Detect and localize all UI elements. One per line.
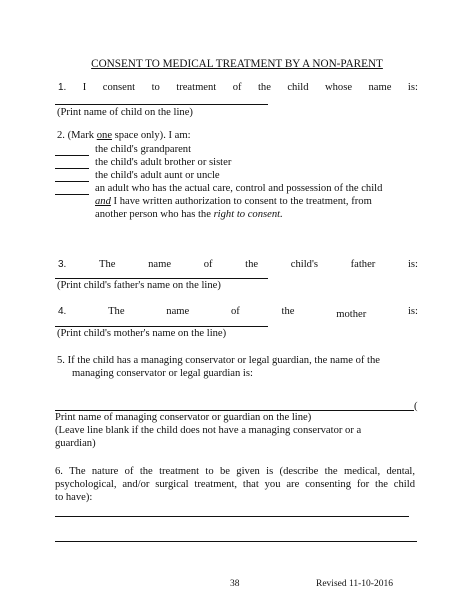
item6-line1: 6. The nature of the treatment to be given is (describe the medical, dental, [55, 466, 415, 477]
page-number: 38 [230, 579, 240, 589]
option-aunt-uncle-blank[interactable] [55, 181, 89, 182]
item3-number: 3. [58, 259, 67, 270]
revision-date: Revised 11-10-2016 [316, 579, 393, 589]
child-name-caption: (Print name of child on the line) [57, 107, 193, 118]
item1-word: consent [102, 82, 136, 93]
treatment-line-2[interactable] [55, 541, 417, 542]
guardian-note-line1: (Leave line blank if the child does not have a managing conservator or a [55, 425, 362, 436]
item1-word: name [368, 82, 392, 93]
item1-statement [58, 82, 418, 93]
option-grandparent-blank[interactable] [55, 155, 89, 156]
item4-number: 4. [58, 306, 67, 317]
item1-word: to [151, 82, 160, 93]
mother-name-line[interactable] [55, 326, 268, 327]
option-aunt-uncle-label: the child's adult aunt or uncle [95, 170, 220, 181]
item5-line2: managing conservator or legal guardian is: [72, 368, 253, 379]
item1-word: I [82, 82, 87, 93]
item4-word: mother [336, 309, 367, 320]
option-caregiver-blank[interactable] [55, 194, 89, 195]
item6-line2: psychological, and/or surgical treatment, that you are consenting for the child [55, 479, 415, 490]
item3-word: name [148, 259, 172, 270]
option-grandparent-label: the child's grandparent [95, 144, 192, 155]
item4-statement [58, 306, 418, 320]
item1-word: is: [407, 82, 418, 93]
item1-number: 1. [58, 82, 67, 93]
guardian-name-line[interactable] [55, 410, 414, 411]
document-title: CONSENT TO MEDICAL TREATMENT BY A NON-PARENT [91, 58, 383, 70]
option-caregiver-label: an adult who has the actual care, control and possession of the child [95, 183, 383, 194]
option-sibling-blank[interactable] [55, 168, 89, 169]
treatment-line-1[interactable] [55, 516, 409, 517]
item1-word: whose [324, 82, 353, 93]
item2-instruction: 2. (Mark one space only). I am: [57, 130, 191, 141]
option-caregiver-line2: and I have written authorization to consent to the treatment, from [95, 196, 372, 207]
item3-statement [58, 259, 418, 270]
guardian-caption: Print name of managing conservator or guardian on the line) [55, 412, 312, 423]
option-caregiver-line3: another person who has the right to consent. [95, 209, 283, 220]
item4-word: of [230, 306, 240, 317]
item4-word: is: [407, 306, 418, 317]
item5-line1: 5. If the child has a managing conservator or legal guardian, the name of the [57, 355, 380, 366]
item4-word: name [166, 306, 190, 317]
item1-word: treatment [176, 82, 217, 93]
item3-word: of [203, 259, 213, 270]
guardian-note-line2: guardian) [55, 438, 96, 449]
item1-word: the [257, 82, 271, 93]
mother-name-caption: (Print child's mother's name on the line) [57, 328, 227, 339]
item3-word: father [350, 259, 376, 270]
item3-word: the [245, 259, 259, 270]
item3-word: is: [407, 259, 418, 270]
item6-line3: to have): [55, 492, 93, 503]
item1-word: child [287, 82, 309, 93]
item1-word: of [232, 82, 242, 93]
child-name-line[interactable] [55, 104, 268, 105]
father-name-caption: (Print child's father's name on the line) [57, 280, 221, 291]
item3-word: child's [290, 259, 318, 270]
guardian-line-edge: ( [414, 401, 418, 412]
item3-word: The [98, 259, 116, 270]
item4-word: the [281, 306, 295, 317]
option-sibling-label: the child's adult brother or sister [95, 157, 232, 168]
father-name-line[interactable] [55, 278, 268, 279]
item4-word: The [108, 306, 125, 317]
